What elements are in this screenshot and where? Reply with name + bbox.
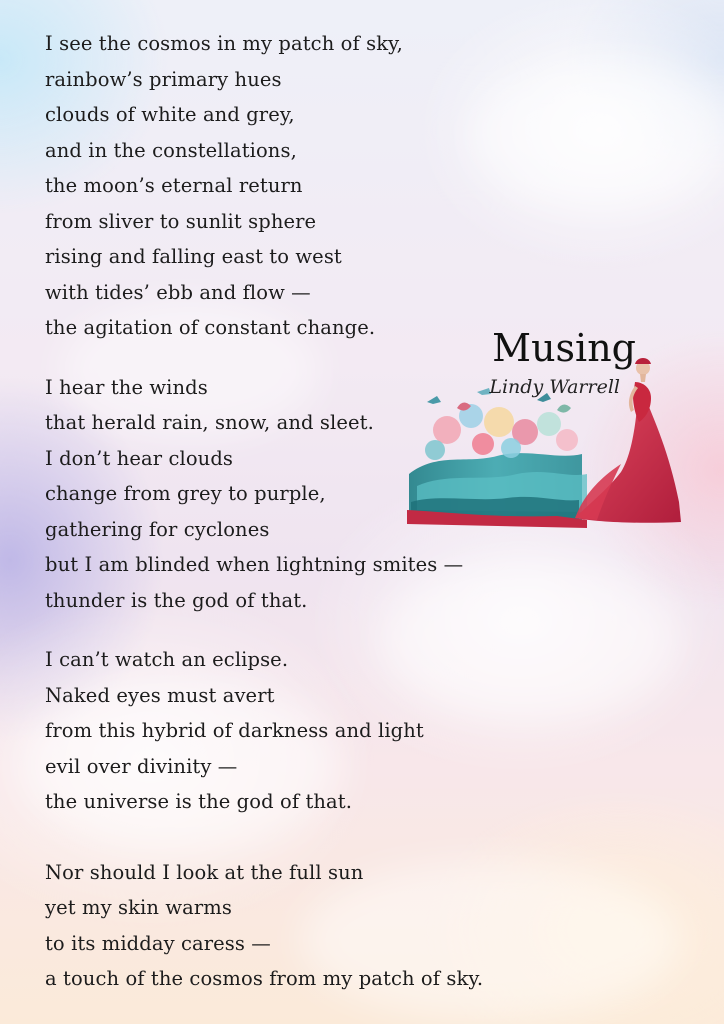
poem-line: change from grey to purple, [45,482,326,505]
flower-shape [425,440,445,460]
poem-title: Musing [492,326,636,370]
poem-line: rainbow’s primary hues [45,67,282,91]
poem-line: and in the constellations, [45,138,297,162]
poem-line: to its midday caress — [45,931,271,955]
stanza-3 [45,642,515,820]
poem-line: gathering for cyclones [45,517,270,541]
woman-hat-shape [635,358,651,364]
flower-shape [472,433,494,455]
stanza-1 [45,26,515,346]
woman-neck-shape [640,374,646,382]
poem-line: the universe is the god of that. [45,790,353,813]
flower-shape [433,416,461,444]
poem-line: yet my skin warms [45,896,232,919]
poem-line: a touch of the cosmos from my patch of sky. [45,967,484,990]
poem-line: from this hybrid of darkness and light [45,719,424,742]
poem-line: rising and falling east to west [45,245,342,268]
flower-shape [501,438,521,458]
poem-line: I see the cosmos in my patch of sky, [45,32,403,55]
flower-shape [484,407,514,437]
poem-line: Nor should I look at the full sun [45,860,364,884]
poem-line: I hear the winds [45,375,208,399]
poem-line: the agitation of constant change. [45,316,376,339]
flower-shape [556,429,578,451]
poem-line: Naked eyes must avert [45,683,275,707]
poem-line: clouds of white and grey, [45,103,295,126]
poem-line: thunder is the god of that. [45,588,308,612]
poem-line: but I am blinded when lightning smites — [45,553,464,576]
stanza-4 [45,855,515,997]
poem-author: Lindy Warrell [489,376,620,398]
poem-line: the moon’s eternal return [45,174,303,197]
poem-line: I can’t watch an eclipse. [45,648,289,671]
bird-shape [427,396,441,404]
poem-line: with tides’ ebb and flow — [45,280,311,304]
poem-line: that herald rain, snow, and sleet. [45,411,374,434]
poem-line: from sliver to sunlit sphere [45,209,317,233]
poem-line: evil over divinity — [45,754,238,778]
flower-shape [537,412,561,436]
poem-line: I don’t hear clouds [45,446,234,470]
leaf-shape [557,404,571,412]
